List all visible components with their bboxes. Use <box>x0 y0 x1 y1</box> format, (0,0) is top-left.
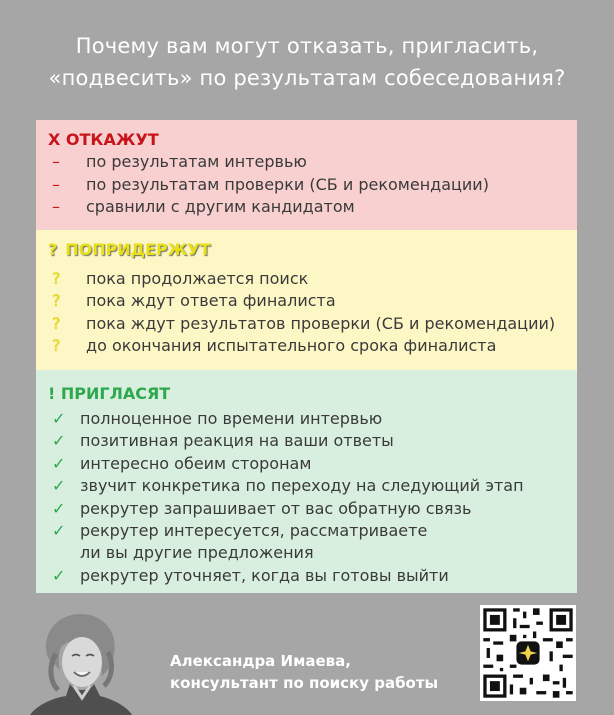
invite-item <box>52 520 427 564</box>
hold-item <box>52 268 308 290</box>
invite-item <box>52 475 524 497</box>
dash-marker: – <box>52 175 60 194</box>
title-line-1: Почему вам могут отказать, пригласить, <box>75 34 539 58</box>
refuse-item-text: сравнили с другим кандидатом <box>86 197 355 216</box>
refuse-item-text: по результатам проверки (СБ и рекомендации) <box>86 175 489 194</box>
invite-item <box>52 498 471 520</box>
hold-item <box>52 313 555 335</box>
hold-item <box>52 335 496 357</box>
invite-item-text: интересно обеим сторонам <box>80 454 312 473</box>
hold-item-text: пока ждут ответа финалиста <box>86 291 336 310</box>
invite-item <box>52 430 394 452</box>
invite-item <box>52 408 382 430</box>
invite-item-continuation: ли вы другие предложения <box>80 543 314 562</box>
dash-marker: – <box>52 197 60 216</box>
check-icon: ✓ <box>52 476 66 495</box>
check-icon: ✓ <box>52 431 66 450</box>
invite-section <box>36 370 577 593</box>
question-icon: ? <box>48 240 58 259</box>
author-info <box>170 650 438 694</box>
reasons-card <box>36 120 577 593</box>
refuse-item <box>52 174 489 196</box>
check-icon: ✓ <box>52 521 66 540</box>
invite-item <box>52 565 449 587</box>
hold-heading-text: ПОПРИДЕРЖУТ <box>65 240 211 259</box>
invite-heading: ! ПРИГЛАСЯТ <box>48 384 171 403</box>
refuse-heading: Х ОТКАЖУТ <box>48 130 159 149</box>
question-marker: ? <box>52 336 61 355</box>
invite-item-text: позитивная реакция на ваши ответы <box>80 431 394 450</box>
author-role: консультант по поиску работы <box>170 674 439 692</box>
check-icon: ✓ <box>52 454 66 473</box>
invite-item-text: рекрутер запрашивает от вас обратную связь <box>80 499 472 518</box>
check-icon: ✓ <box>52 409 66 428</box>
hold-section <box>36 230 577 370</box>
question-marker: ? <box>52 269 61 288</box>
title-line-2: «подвесить» по результатам собеседования? <box>48 66 566 90</box>
invite-item-text: рекрутер интересуется, рассматриваете <box>80 521 428 540</box>
invite-item-text: рекрутер уточняет, когда вы готовы выйти <box>80 566 449 585</box>
check-icon: ✓ <box>52 566 66 585</box>
refuse-item <box>52 151 307 173</box>
hold-item <box>52 290 336 312</box>
hold-item-text: пока ждут результатов проверки (СБ и рекомендации) <box>86 314 556 333</box>
refuse-section <box>36 120 577 230</box>
hold-item-text: до окончания испытательного срока финалиста <box>86 336 497 355</box>
refuse-item <box>52 196 355 218</box>
page-title <box>0 30 614 94</box>
dash-marker: – <box>52 152 60 171</box>
invite-item-text: полноценное по времени интервью <box>80 409 383 428</box>
check-icon: ✓ <box>52 499 66 518</box>
hold-heading <box>48 240 211 259</box>
qr-code-icon[interactable] <box>480 605 576 701</box>
invite-item <box>52 453 311 475</box>
refuse-item-text: по результатам интервью <box>86 152 307 171</box>
author-name: Александра Имаева, <box>170 652 351 670</box>
hold-item-text: пока продолжается поиск <box>86 269 309 288</box>
question-marker: ? <box>52 314 61 333</box>
author-photo <box>30 606 132 715</box>
question-marker: ? <box>52 291 61 310</box>
invite-item-text: звучит конкретика по переходу на следующий этап <box>80 476 524 495</box>
